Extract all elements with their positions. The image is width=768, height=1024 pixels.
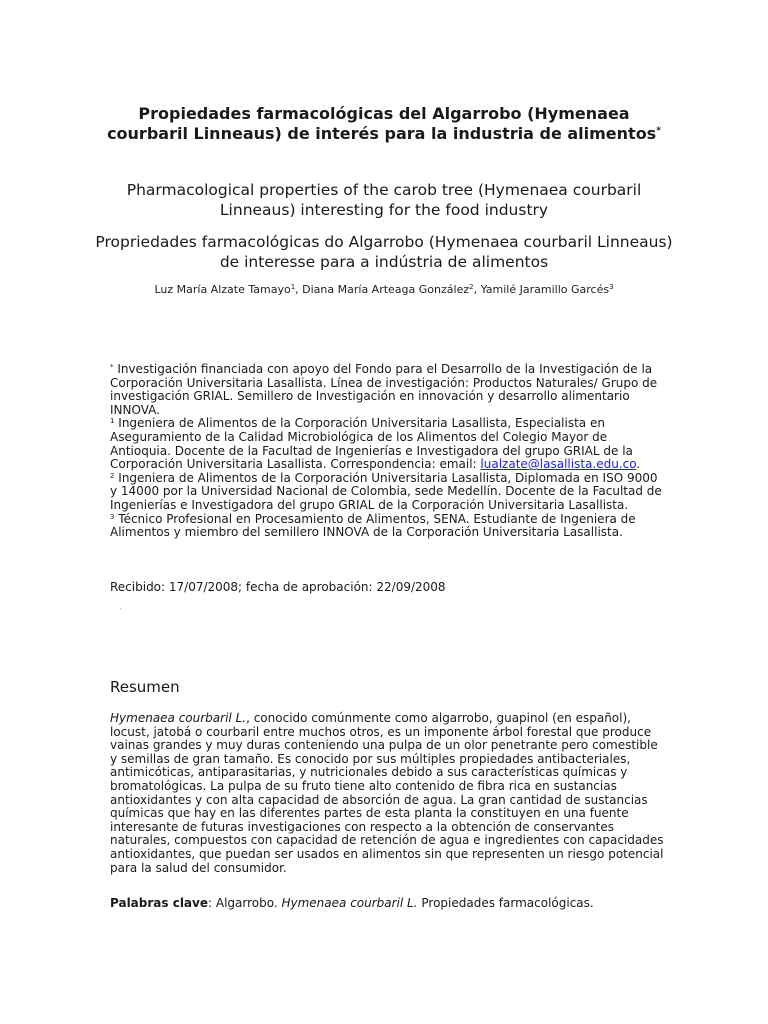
keyword-1: Algarrobo. [215,896,282,910]
funding-footnote-mark: * [656,126,661,136]
author-name: Yamilé Jaramillo Garcés [480,283,610,296]
portuguese-title: Propriedades farmacológicas do Algarrobo (Hymenaea courbaril Linneaus) de interesse para a indústria de alimentos [95,233,673,271]
author-list: Luz María Alzate Tamayo$^1$, Diana María Arteaga González$^2$, Yamilé Jaramillo Garcés$^3$ [154,283,614,296]
author-mark: 3 [609,283,614,291]
footnote-text-end: . [636,457,641,472]
footnote-mark: 3 [110,512,115,521]
author-mark: 2 [469,283,474,291]
keywords-sep: : [208,896,216,910]
footnote-text: Investigación financiada con apoyo del Fondo para el Desarrollo de la Investigación de la Corporación Universitaria Lasallista. Línea de investigación: Productos Naturales/ Grupo de investigación GRIAL. Semillero de Investigación en innovación y desarrollo alimentario INNOVA. [110,362,658,417]
email-link[interactable]: lualzate@lasallista.edu.co [480,457,637,472]
author-mark: 1 [290,283,296,291]
spanish-title-text: Propiedades farmacológicas del Algarrobo (Hymenaea courbaril Linneaus) de interés para la industria de alimentos [107,104,657,143]
footnote-author-3 [110,513,666,540]
footnote-author-2 [110,472,666,513]
footnote-funding [110,363,666,417]
footnote-text: Ingeniera de Alimentos de la Corporación Universitaria Lasallista, Diplomada en ISO 9000 y 14000 por la Universidad Nacional de Colombia, sede Medellín. Docente de la Facultad de Ingenierías e Investigadora del grupo GRIAL de la Corporación Universitaria Lasallista. [110,470,662,512]
author-name: Luz María Alzate Tamayo [154,283,291,296]
footnote-text: Técnico Profesional en Procesamiento de Alimentos, SENA. Estudiante de Ingeniera de Alimentos y miembro del semillero INNOVA de la Corporación Universitaria Lasallista. [110,511,636,540]
abstract-species: Hymenaea courbaril L. [110,711,247,725]
abstract-body [110,712,666,875]
keyword-rest: Propiedades farmacológicas. [417,896,594,910]
abstract-heading: Resumen [110,678,180,696]
stray-dot [120,608,121,609]
author-name: Diana María Arteaga González [302,283,470,296]
footnote-mark: * [110,363,114,371]
footnote-text: Ingeniera de Alimentos de la Corporación Universitaria Lasallista, Especialista en Aseguramiento de la Calidad Microbiológica de los Alimentos del Colegio Mayor de Antioquia. Docente de la Facultad de Ingenierías e Investigadora del grupo GRIAL de la Corporación Universitaria Lasallista. Correspondencia: email: [110,416,633,472]
keywords [110,895,594,911]
footnote-author-1 [110,417,666,471]
received-date: Recibido: 17/07/2008; fecha de aprobación: 22/09/2008 [110,580,446,594]
footnote-mark: 2 [110,471,115,480]
english-title: Pharmacological properties of the carob tree (Hymenaea courbaril Linneaus) interesting for the food industry [126,181,642,219]
spanish-title [100,104,668,144]
keywords-label: Palabras clave [110,896,208,910]
abstract-text: , conocido comúnmente como algarrobo, guapinol (en español), locust, jatobá o courbaril entre muchos otros, es un imponente árbol forestal que produce vainas grandes y muy duras conteniendo una pulpa de un olor penetrante pero comestible y semillas de gran tamaño. Es conocido por sus múltiples propiedades antibacteriales, antimicóticas, antiparasitarias, y nutricionales debido a sus características químicas y bromatológicas. La pulpa de su fruto tiene alto contenido de fibra rica en sustancias antioxidantes y con alta capacidad de absorción de agua. La gran cantidad de sustancias químicas que hay en las diferentes partes de esta planta la constituyen en una fuente interesante de futuras investigaciones con respecto a la obtención de conservantes naturales, compuestos con capacidad de retención de agua e ingredientes con capacidades antioxidantes, que puedan ser usados en alimentos sin que representen un riesgo potencial para la salud del consumidor. [110,711,664,875]
footnote-mark: 1 [110,417,115,426]
keyword-species: Hymenaea courbaril L. [281,896,418,910]
footnotes [110,363,666,540]
